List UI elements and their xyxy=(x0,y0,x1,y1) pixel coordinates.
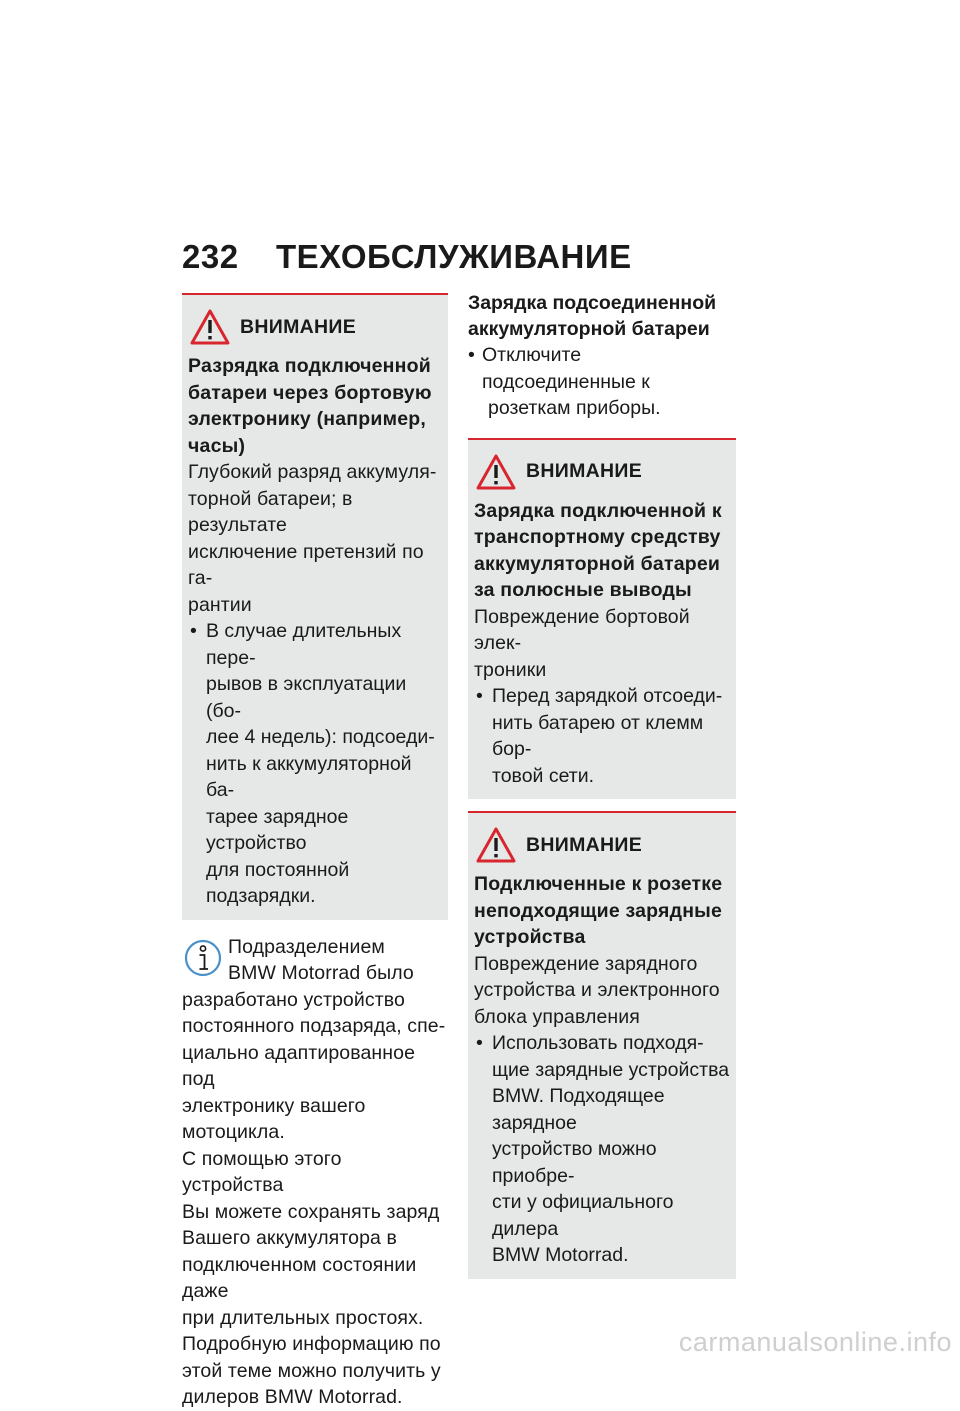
warning-title-line: электронику (например, xyxy=(188,408,426,430)
bullet-line: для постоянной подзарядки. xyxy=(206,858,350,907)
warning-box-vehicle-charging xyxy=(468,438,736,800)
warning-title-line: часы) xyxy=(188,434,246,457)
bullet-dot-icon: • xyxy=(190,620,197,642)
info-line: этой теме можно получить у xyxy=(182,1359,441,1382)
warning-title-line: устройства xyxy=(474,926,586,948)
warning-title-line: транспортному средству xyxy=(474,526,721,548)
bullet-line: нить к аккумуляторной ба- xyxy=(206,752,412,801)
bullet-dot-icon: • xyxy=(468,344,475,366)
warning-bullet xyxy=(188,618,442,910)
bullet-line: лее 4 недель): подсоеди- xyxy=(206,726,435,748)
warning-text-line: троники xyxy=(474,658,547,681)
page-number: 232 xyxy=(182,238,239,275)
warning-title-line: неподходящие зарядные xyxy=(474,899,723,922)
warning-title-line: аккумуляторной батареи xyxy=(474,552,721,575)
section-charging xyxy=(468,290,736,422)
info-line: Подразделением xyxy=(228,935,385,958)
info-icon xyxy=(184,936,222,980)
info-line: С помощью этого устройства xyxy=(182,1147,342,1196)
warning-text-line: рантии xyxy=(188,593,252,616)
bullet-line: Использовать подходя- xyxy=(492,1032,704,1054)
info-line: Подробную информацию по xyxy=(182,1333,441,1355)
bullet-line: тарее зарядное устройство xyxy=(206,805,349,854)
bullet-line: товой сети. xyxy=(492,764,595,787)
warning-box-battery-discharge xyxy=(182,293,448,920)
warning-title xyxy=(188,353,442,459)
info-line: подключенном состоянии даже xyxy=(182,1253,417,1302)
warning-triangle-icon xyxy=(476,827,516,863)
bullet-line: нить батарею от клемм бор- xyxy=(492,711,704,760)
info-line: постоянного подзаряда, спе- xyxy=(182,1015,446,1037)
info-line: разработано устройство xyxy=(182,988,405,1011)
warning-title-line: Подключенные к розетке xyxy=(474,873,723,895)
warning-bullet xyxy=(474,1030,730,1269)
bullet-line: щие зарядные устройства xyxy=(492,1058,730,1081)
warning-header xyxy=(188,309,442,345)
warning-triangle-icon xyxy=(476,454,516,490)
warning-title-line: Разрядка подключенной xyxy=(188,355,431,377)
warning-label: ВНИМАНИЕ xyxy=(526,460,643,482)
bullet-line: сти у официального дилера xyxy=(492,1191,674,1240)
bullet-line: розеткам приборы. xyxy=(488,397,661,419)
warning-text-line: Повреждение зарядного xyxy=(474,952,698,975)
info-line: циально адаптированное под xyxy=(182,1041,416,1090)
bullet-line: В случае длительных пере- xyxy=(206,620,402,669)
warning-triangle-icon xyxy=(190,309,230,345)
watermark: carmanualsonline.info xyxy=(678,1327,952,1357)
bullet-dot-icon: • xyxy=(476,685,483,707)
section-title-line: аккумуляторной батареи xyxy=(468,318,710,340)
warning-text xyxy=(188,459,442,618)
warning-box-unsuitable-chargers xyxy=(468,811,736,1279)
warning-title xyxy=(474,498,730,604)
warning-text-line: блока управления xyxy=(474,1005,640,1028)
warning-header xyxy=(474,454,730,490)
warning-title xyxy=(474,871,730,951)
warning-label: ВНИМАНИЕ xyxy=(240,315,357,338)
info-line: BMW Motorrad было xyxy=(228,962,414,984)
info-line: при длительных простоях. xyxy=(182,1306,424,1329)
page-header xyxy=(182,238,632,276)
warning-title-line: Зарядка подключенной к xyxy=(474,499,722,522)
warning-bullet xyxy=(474,683,730,789)
warning-text-line: устройства и электронного xyxy=(474,979,720,1001)
warning-text-line: торной батареи; в результате xyxy=(188,487,353,536)
bullet-line: BMW Motorrad. xyxy=(492,1244,629,1266)
info-line: Вашего аккумулятора в xyxy=(182,1227,397,1249)
info-note xyxy=(182,934,448,1411)
right-column xyxy=(468,290,736,1279)
section-title xyxy=(468,290,736,342)
bullet-line: Отключите подсоединенные к xyxy=(482,344,650,393)
info-line: Вы можете сохранять заряд xyxy=(182,1200,440,1223)
page-title: ТЕХОБСЛУЖИВАНИЕ xyxy=(276,238,632,275)
bullet-line: рывов в эксплуатации (бо- xyxy=(206,673,407,722)
bullet-dot-icon: • xyxy=(476,1032,483,1054)
bullet-line: устройство можно приобре- xyxy=(492,1138,657,1187)
section-bullet xyxy=(468,342,736,422)
warning-title-line: за полюсные выводы xyxy=(474,579,692,601)
section-title-line: Зарядка подсоединенной xyxy=(468,292,717,314)
warning-title-line: батареи через бортовую xyxy=(188,381,432,404)
warning-text-line: Повреждение бортовой элек- xyxy=(474,605,690,654)
left-column xyxy=(182,293,448,1411)
warning-text xyxy=(474,604,730,684)
info-line: дилеров BMW Motorrad. xyxy=(182,1386,403,1408)
warning-text-line: Глубокий разряд аккумуля- xyxy=(188,461,437,483)
bullet-line: Перед зарядкой отсоеди- xyxy=(492,685,723,707)
warning-text-line: исключение претензий по га- xyxy=(188,540,424,589)
info-line: электронику вашего мотоцикла. xyxy=(182,1094,366,1143)
warning-header xyxy=(474,827,730,863)
bullet-line: BMW. Подходящее зарядное xyxy=(492,1085,665,1134)
warning-text xyxy=(474,951,730,1031)
warning-label: ВНИМАНИЕ xyxy=(526,833,643,856)
